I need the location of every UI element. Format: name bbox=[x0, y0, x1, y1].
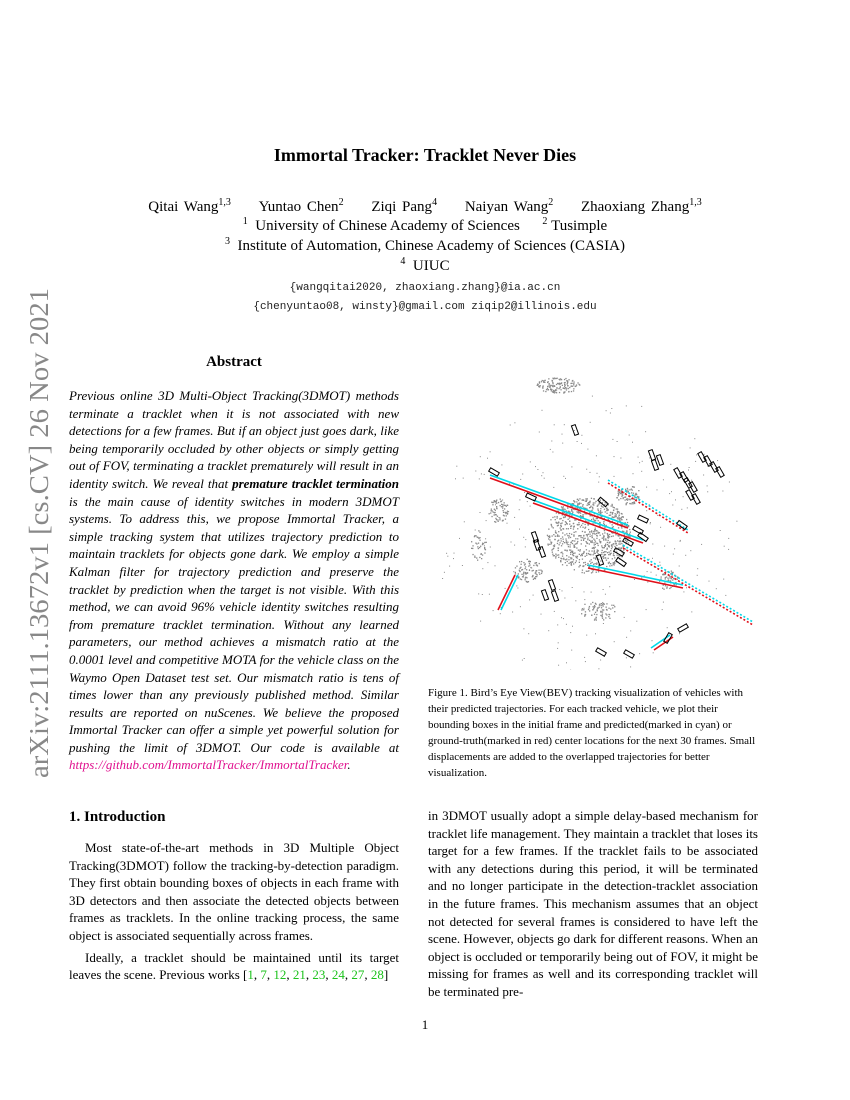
arxiv-stamp bbox=[18, 288, 58, 778]
code-link[interactable]: https://github.com/ImmortalTracker/ImmortalTracker bbox=[69, 757, 348, 773]
paragraph: Ideally, a tracklet should be maintained until its target leaves the scene. Previous works [1, 7, 12, 21, 23, 24, 27, 28] bbox=[69, 949, 399, 983]
bev-figure bbox=[438, 370, 768, 670]
citation[interactable]: 12 bbox=[273, 967, 287, 983]
paragraph: Most state-of-the-art methods in 3D Multiple Object Tracking(3DMOT) follow the tracking-by-detection paradigm. They first obtain bounding boxes of objects in each frame with 3D detectors and then associate the detected objects between frames as tracklets. In the online tracking process, the same object is associated sequentially across frames. bbox=[69, 840, 399, 943]
citation[interactable]: 21 bbox=[292, 967, 306, 983]
arxiv-identifier[interactable]: arXiv:2111.13672v1 [cs.CV] 26 Nov 2021 bbox=[24, 316, 54, 778]
email-line: {wangqitai2020, zhaoxiang.zhang}@ia.ac.cn bbox=[289, 282, 561, 294]
citation[interactable]: 23 bbox=[312, 967, 326, 983]
emphasis: premature tracklet termination bbox=[232, 475, 399, 491]
affiliation-line: $^3$ Institute of Automation, Chinese Academy of Sciences (CASIA) bbox=[225, 236, 625, 254]
lidar-points bbox=[438, 378, 737, 671]
bev-plot bbox=[438, 370, 768, 670]
paper-title: Immortal Tracker: Tracklet Never Dies bbox=[273, 145, 577, 165]
citation[interactable]: 7 bbox=[260, 967, 267, 983]
citation[interactable]: 28 bbox=[370, 967, 384, 983]
author: Ziqi Pang$^4$ bbox=[371, 197, 438, 215]
introduction-heading: 1. Introduction bbox=[69, 809, 166, 825]
page-number: 1 bbox=[421, 1017, 429, 1032]
author: Qitai Wang$^{1,3}$ bbox=[148, 197, 231, 215]
trajectories bbox=[490, 475, 753, 650]
citation[interactable]: 1 bbox=[247, 967, 254, 983]
author: Naiyan Wang$^2$ bbox=[464, 197, 554, 215]
affiliation-line: $^1$ University of Chinese Academy of Sciences $^2$ Tusimple bbox=[242, 216, 608, 234]
author-list bbox=[0, 199, 850, 216]
vehicle-boxes bbox=[489, 425, 725, 659]
author: Zhaoxiang Zhang$^{1,3}$ bbox=[580, 197, 702, 215]
abstract-heading: Abstract bbox=[206, 354, 262, 370]
email-line: {chenyuntao08, winsty}@gmail.com ziqip2@illinois.edu bbox=[253, 301, 597, 313]
figure-caption: Figure 1. Bird’s Eye View(BEV) tracking visualization of vehicles with their predicted trajectories. For each tracked vehicle, we plot their bounding boxes in the initial frame and predicted(marked in cyan) or ground-truth(marked in red) center locations for the next 30 frames. Small displacements are added to the overlapped trajectories for better visualization. bbox=[428, 687, 756, 779]
introduction-left-column bbox=[69, 839, 399, 984]
citation[interactable]: 27 bbox=[351, 967, 365, 983]
affiliation-line: $^4$ UIUC bbox=[400, 256, 450, 274]
citation[interactable]: 24 bbox=[331, 967, 345, 983]
author: Yuntao Chen$^2$ bbox=[258, 197, 344, 215]
introduction-right-column: in 3DMOT usually adopt a simple delay-based mechanism for tracklet life management. They maintain a tracklet that loses its target for a few frames. If the tracklet fails to be associated with any detections during this period, it will be terminated and no longer participate in the detection-tracklet association in the future frames. This mechanism assumes that an object not detected for several frames is considered to have left the scene. However, objects go dark for different reasons. When an object is occluded or temporarily being out of FOV, it might be missing for frames as well and its corresponding tracklet will be terminated pre- bbox=[428, 808, 758, 999]
abstract-body: Previous online 3D Multi-Object Tracking(3DMOT) methods terminate a tracklet when it is not associated with new detections for a few frames. But if an object just goes dark, like being temporarily occluded by other objects or simply getting out of FOV, terminating a tracklet prematurely will result in an identity switch. We reveal that premature tracklet termination is the main cause of identity switches in modern 3DMOT systems. To address this, we propose Immortal Tracker, a simple tracking system that utilizes trajectory prediction to maintain tracklets for objects gone dark. We employ a simple Kalman filter for trajectory prediction and preserve the tracklet by prediction when the target is not visible. With this method, we can avoid 96% vehicle identity switches resulting from premature tracklet termination. Without any learned parameters, our method achieves a mismatch ratio at the 0.0001 level and competitive MOTA for the vehicle class on the Waymo Open Dataset test set. Our mismatch ratio is tens of times lower than any previously published method. Similar results are reported on nuScenes. We believe the proposed Immortal Tracker can offer a simple yet powerful solution for pushing the limit of 3DMOT. Our code is available at https://github.com/ImmortalTracker/ImmortalTracker. bbox=[69, 388, 399, 773]
